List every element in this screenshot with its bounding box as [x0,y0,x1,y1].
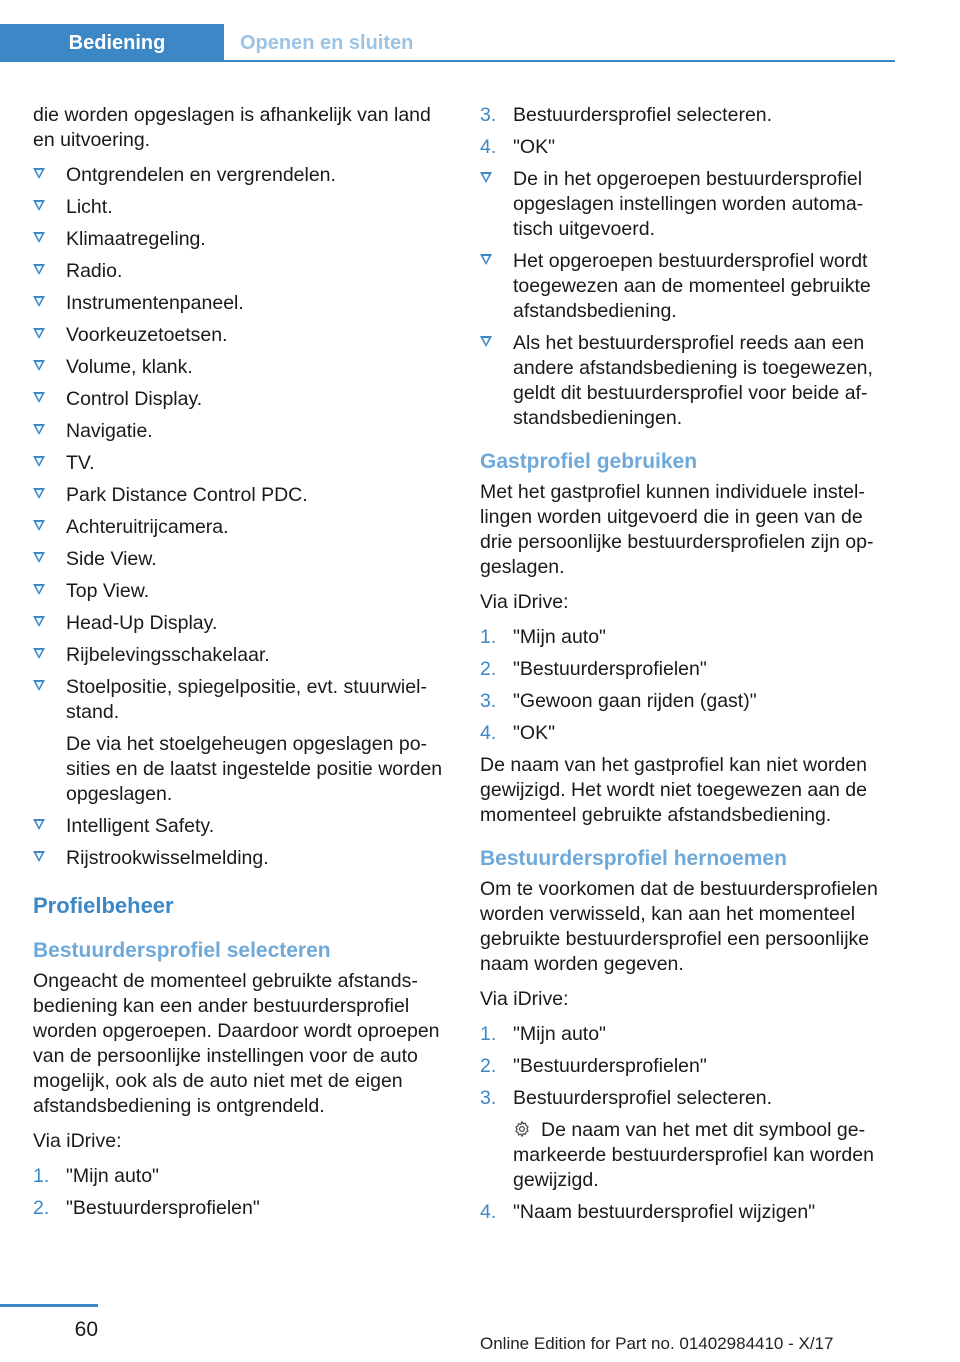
list-item: Radio. [33,259,443,284]
list-item: Top View. [33,579,443,604]
list-item: De in het opgeroepen bestuurdersprofiel opgeslagen instellingen worden automatisch uitgevoerd. [480,167,890,242]
list-item: Navigatie. [33,419,443,444]
list-item: Side View. [33,547,443,572]
triangle-bullet-icon [480,254,492,265]
step-item: 2. "Bestuurdersprofielen" [480,1055,707,1077]
list-item: Instrumentenpaneel. [33,291,443,316]
via-idrive-label: Via iDrive: [33,1130,122,1152]
intro-text: die worden opgeslagen is afhankelijk van land en uitvoering. [33,104,431,151]
edition-footer: Online Edition for Part no. 01402984410 - X/17 [480,1334,834,1353]
page-header [0,0,960,64]
triangle-bullet-icon [33,851,45,862]
step-item: 3. "Gewoon gaan rijden (gast)" [480,690,757,712]
triangle-bullet-icon [33,296,45,307]
list-item: Head-Up Display. [33,611,443,636]
step-item: 1. "Mijn auto" [33,1165,159,1187]
triangle-bullet-icon [480,172,492,183]
triangle-bullet-icon [33,456,45,467]
list-item: Voorkeuzetoetsen. [33,323,443,348]
triangle-bullet-icon [33,168,45,179]
triangle-bullet-icon [33,360,45,371]
heading-profielbeheer: Profielbeheer [33,893,174,918]
triangle-bullet-icon [33,616,45,627]
step-item: 1. "Mijn auto" [480,626,606,648]
list-item: Control Display. [33,387,443,412]
list-item-note: De via het stoelgeheugen opgeslagen posities en de laatst ingestelde positie worden opgeslagen. [66,733,443,805]
step-item: 1. "Mijn auto" [480,1023,606,1045]
triangle-bullet-icon [33,488,45,499]
page-number: 60 [74,1318,98,1341]
select-steps [33,1164,443,1221]
right-column [480,103,890,1232]
triangle-bullet-icon [33,264,45,275]
heading-guest-profile: Gastprofiel gebruiken [480,450,698,473]
guest-steps [480,625,890,746]
list-item: Achteruitrijcamera. [33,515,443,540]
step-item: 4. "OK" [480,722,556,744]
list-item: TV. [33,451,443,476]
list-item: Volume, klank. [33,355,443,380]
triangle-bullet-icon [33,328,45,339]
list-item: Park Distance Control PDC. [33,483,443,508]
list-item: Als het bestuurdersprofiel reeds aan een andere afstandsbediening is toegewezen, geldt dit bestuurdersprofiel voor beide afstandsbedieningen. [480,331,890,431]
triangle-bullet-icon [33,680,45,691]
list-item: Licht. [33,195,443,220]
step-item: 3. Bestuurdersprofiel selecteren. De naam van het met dit symbool gemarkeerde bestuurdersprofiel kan worden gewijzigd. [480,1086,890,1193]
step-item: 4. "OK" [480,136,556,158]
list-item: Intelligent Safety. [33,814,443,839]
select-profile-text: Ongeacht de momenteel gebruikte afstandsbediening kan een ander bestuurdersprofiel worden opgeroepen. Daardoor wordt oproepen van de persoonlijke instellingen voor de auto mogelijk, ook als de auto niet met de eigen afstandsbediening is ontgrendeld. [33,970,440,1117]
list-item: Rijstrookwisselmelding. [33,846,443,871]
header-rule [0,60,895,62]
step-item: 2. "Bestuurdersprofielen" [33,1197,260,1219]
tab-bediening: Bediening [0,24,224,62]
select-steps-continued [480,103,890,160]
triangle-bullet-icon [33,648,45,659]
profile-notes-list [480,167,890,431]
step-item: 2. "Bestuurdersprofielen" [480,658,707,680]
step-note: De naam van het met dit symbool gemarkeerde bestuurdersprofiel kan worden gewijzigd. [513,1119,874,1191]
list-item: Rijbelevingsschakelaar. [33,643,443,668]
triangle-bullet-icon [33,819,45,830]
tab-openen-en-sluiten: Openen en sluiten [240,31,414,54]
via-idrive-label: Via iDrive: [480,591,569,613]
triangle-bullet-icon [33,520,45,531]
gear-icon [513,1120,531,1138]
settings-list [33,163,443,871]
step-item: 3. Bestuurdersprofiel selecteren. [480,104,773,126]
footer-rule [0,1304,98,1307]
via-idrive-label: Via iDrive: [480,988,569,1010]
triangle-bullet-icon [480,336,492,347]
step-item: 4. "Naam bestuurdersprofiel wijzigen" [480,1201,816,1223]
list-item: Stoelpositie, spiegelpositie, evt. stuurwielstand. De via het stoelgeheugen opgeslagen posities en de laatst ingestelde positie worden opgeslagen. [33,675,443,807]
guest-note: De naam van het gastprofiel kan niet worden gewijzigd. Het wordt niet toegewezen aan de momenteel gebruikte afstandsbediening. [480,754,867,826]
triangle-bullet-icon [33,392,45,403]
triangle-bullet-icon [33,232,45,243]
list-item: Het opgeroepen bestuurdersprofiel wordt toegewezen aan de momenteel gebruikte afstandsbediening. [480,249,890,324]
heading-select-profile: Bestuurdersprofiel selecteren [33,939,331,962]
guest-profile-text: Met het gastprofiel kunnen individuele instellingen worden uitgevoerd die in geen van de drie persoonlijke bestuurdersprofielen zijn opgeslagen. [480,481,874,578]
list-item: Ontgrendelen en vergrendelen. [33,163,443,188]
left-column [33,103,443,1228]
rename-steps [480,1022,890,1225]
triangle-bullet-icon [33,200,45,211]
triangle-bullet-icon [33,424,45,435]
heading-rename-profile: Bestuurdersprofiel hernoemen [480,847,787,870]
list-item: Klimaatregeling. [33,227,443,252]
triangle-bullet-icon [33,552,45,563]
rename-profile-text: Om te voorkomen dat de bestuurdersprofielen worden verwisseld, kan aan het momenteel gebruikte bestuurdersprofiel een persoonlijke naam worden gegeven. [480,878,878,975]
triangle-bullet-icon [33,584,45,595]
